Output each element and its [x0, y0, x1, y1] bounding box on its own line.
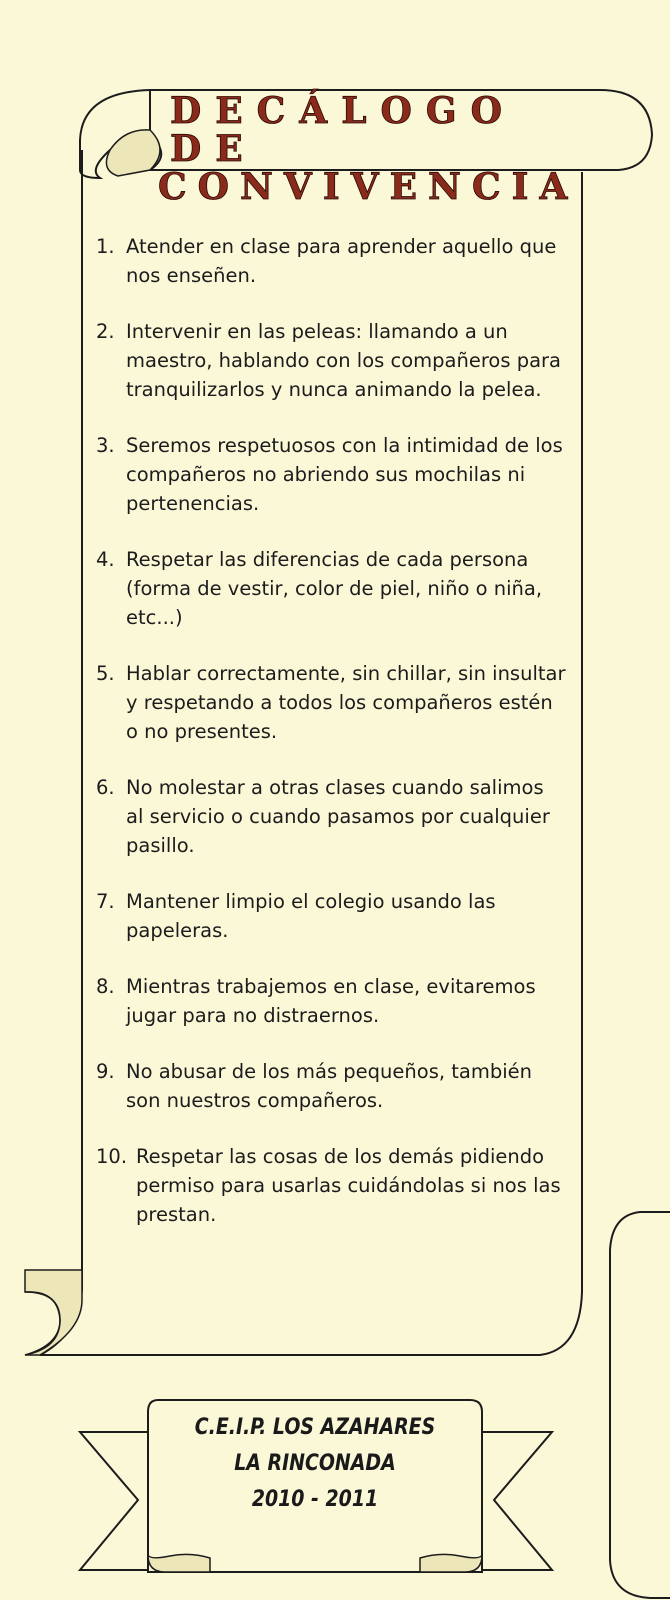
rule-number: 8. [96, 975, 115, 998]
rule-number: 4. [96, 548, 115, 571]
rule-text: Atender en clase para aprender aquello que nos enseñen. [126, 235, 557, 287]
rule-text: No abusar de los más pequeños, también son nuestros compañeros. [126, 1060, 533, 1112]
school-town: LA RINCONADA [234, 1451, 396, 1476]
rule-item [96, 431, 566, 518]
rule-text: Respetar las diferencias de cada persona (forma de vestir, color de piel, niño o niña, etc...) [126, 548, 543, 629]
rule-text: Respetar las cosas de los demás pidiendo permiso para usarlas cuidándolas si nos las prestan. [136, 1145, 561, 1226]
rule-item [96, 317, 566, 404]
rule-item [96, 1142, 566, 1229]
rule-number: 2. [96, 320, 115, 343]
rules-list [96, 232, 566, 1256]
rule-text: Intervenir en las peleas: llamando a un maestro, hablando con los compañeros para tranquilizarlos y nunca animando la pelea. [126, 320, 561, 401]
bottom-scroll-curl [40, 1290, 582, 1355]
rule-number: 6. [96, 776, 115, 799]
rule-number: 9. [96, 1060, 115, 1083]
rule-number: 10. [96, 1145, 128, 1168]
ribbon-left-tail [80, 1432, 148, 1570]
page-title [158, 90, 610, 208]
rule-item [96, 232, 566, 290]
ribbon-right-tail [482, 1432, 552, 1570]
title-line-2: CONVIVENCIA [158, 166, 579, 208]
rule-number: 7. [96, 890, 115, 913]
rule-number: 3. [96, 434, 115, 457]
rule-text: Hablar correctamente, sin chillar, sin insultar y respetando a todos los compañeros estén o no presentes. [126, 662, 566, 743]
side-scroll-edge [610, 1212, 670, 1598]
title-line-1: DECÁLOGO DE [170, 90, 517, 170]
rule-item [96, 1057, 566, 1115]
school-name: C.E.I.P. LOS AZAHARES [194, 1415, 436, 1440]
rule-item [96, 972, 566, 1030]
rule-number: 1. [96, 235, 115, 258]
rule-item [96, 659, 566, 746]
rule-text: Mantener limpio el colegio usando las papeleras. [126, 890, 496, 942]
rule-item [96, 545, 566, 632]
rule-item [96, 773, 566, 860]
rule-number: 5. [96, 662, 115, 685]
rule-item [96, 887, 566, 945]
rule-text: No molestar a otras clases cuando salimos al servicio o cuando pasamos por cualquier pasillo. [126, 776, 550, 857]
rule-text: Seremos respetuosos con la intimidad de los compañeros no abriendo sus mochilas ni pertenencias. [126, 434, 563, 515]
school-year: 2010 - 2011 [251, 1487, 379, 1512]
rule-text: Mientras trabajemos en clase, evitaremos jugar para no distraernos. [126, 975, 536, 1027]
school-ribbon-text [173, 1410, 457, 1518]
